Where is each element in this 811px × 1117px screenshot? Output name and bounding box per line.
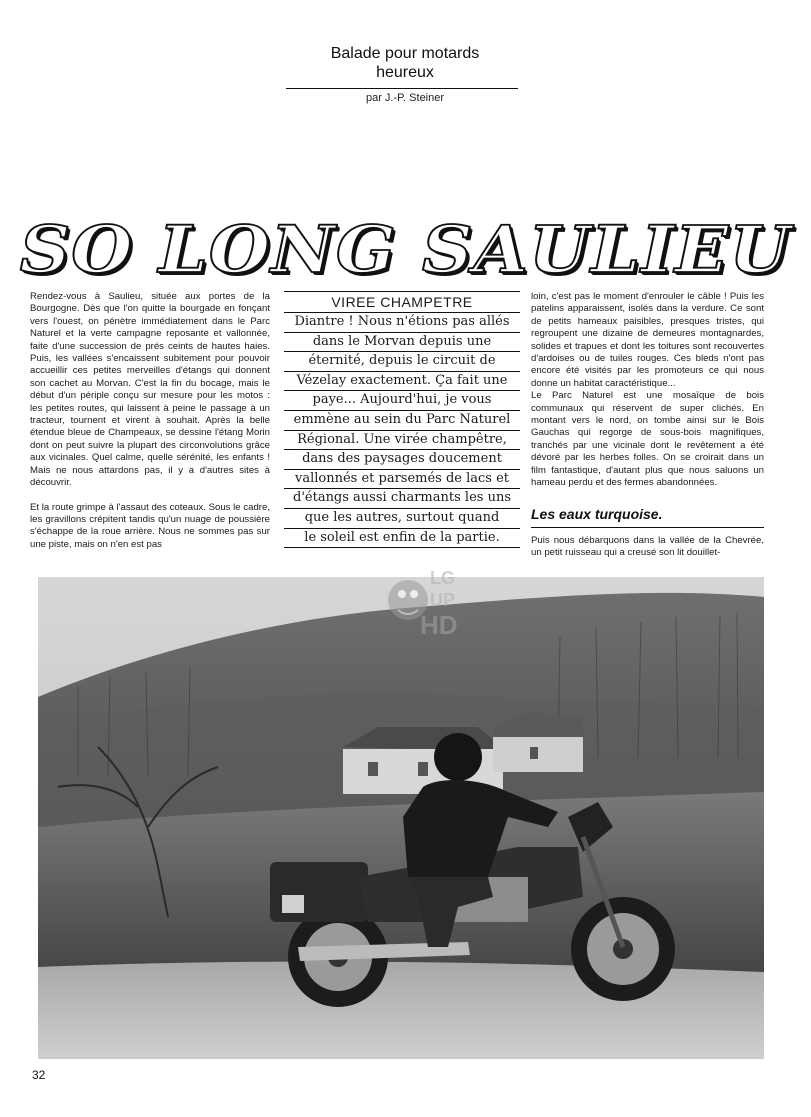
pull-quote-line: dans des paysages doucement (284, 450, 520, 470)
pull-quote (284, 291, 520, 548)
subheading: Les eaux turquoise. (531, 506, 663, 522)
pull-quote-line: Diantre ! Nous n'étions pas allés (284, 313, 520, 333)
pull-quote-line: vallonnés et parsemés de lacs et (284, 470, 520, 490)
watermark-text-2: UP (430, 590, 456, 610)
helmet (434, 733, 482, 781)
pull-quote-line: paye... Aujourd'hui, je vous (284, 391, 520, 411)
left-paragraph-1: Rendez-vous à Saulieu, située aux portes de la Bourgogne. Dès que l'on quitte la bourgade en fonçant vers l'ouest, on pénètre immédiatement dans le Parc Naturel et la verte campagne reposante et vallonnée, faite d'une succession de prés ceints de hautes haies. Puis, les vallées s'encaissent subitement pour pouvoir accueillir ces petites merveilles d'étangs qui donnent son cachet au Morvan. C'est la fin du bocage, mais le début d'un périple conçu sur mesure pour les motos : les petites routes, qui laissent à peine le passage à un tracteur, tournent et virent à souhait. Après la belle étendue bleue de Champeaux, se dessine l'étang Morin dont on peut suivre la plupart des circonvolutions grâce aux vicinales. Quel calme, quelle sérénité, les enfants ! Mais ne nous attardons pas, il y a d'autres sites à découvrir. (30, 291, 270, 489)
page-number: 32 (32, 1068, 46, 1082)
watermark-face-icon (386, 560, 476, 640)
right-paragraph-1: loin, c'est pas le moment d'enrouler le câble ! Puis les patelins apparaissent, isolés dans la verdure. Ce sont de petits hameaux paisibles, presques tristes, qui regroupent une dizaine de demeures montagnardes, solides et trapues et dont les toitures sont recouvertes d'ardoises ou de tuiles rouges. Ces bleds n'ont pas encore été visités par les promoteurs ce qui nous donne un habitat caractéristique... (531, 291, 764, 389)
kicker-line-1: Balade pour motards (330, 45, 480, 62)
right-paragraph-3: Puis nous débarquons dans la vallée de la Chevrée, un petit ruisseau qui a creusé son lit douillet- (531, 535, 764, 559)
watermark-text-1: LG (430, 568, 455, 588)
right-column-continued (531, 535, 764, 572)
article-kicker (280, 44, 530, 82)
pull-quote-line: Régional. Une virée champêtre, (284, 431, 520, 451)
pull-quote-line: dans le Morvan depuis une (284, 333, 520, 353)
subheading-block (531, 505, 764, 528)
watermark-logo (386, 560, 476, 640)
pull-quote-line: éternité, depuis le circuit de (284, 352, 520, 372)
motorcycle-photo (38, 577, 764, 1059)
headline: SO LONG SAULIEU (19, 211, 792, 288)
right-column (531, 291, 764, 502)
right-paragraph-2: Le Parc Naturel est une mosaïque de bois communaux qui réservent de super clichés. En montant vers le nord, on tombe ainsi sur le Bois Gauchas qui regorge de sous-bois magnifiques, tranchés par une vicinale dont le revêtement a été dévoré par les herbes folles. On se croirait dans un film fantastique, d'autant plus que nous saluons un hameau perdu et des fermes abandonnées. (531, 390, 764, 489)
photo-illustration (38, 577, 764, 1059)
pull-quote-line: le soleil est enfin de la partie. (284, 529, 520, 549)
left-column (30, 291, 270, 563)
subheading-rule (531, 527, 764, 528)
left-paragraph-2: Et la route grimpe à l'assaut des coteaux. Sous le cadre, les gravillons crépitent tandis qu'un nuage de poussière s'échappe de la roue arrière. Nous ne sommes pas sur une piste, mais on n'en est pas (30, 501, 270, 550)
watermark-text-3: HD (420, 610, 458, 640)
pull-quote-title: VIREE CHAMPETRE (284, 291, 520, 313)
kicker-divider (286, 88, 518, 89)
kicker-line-2: heureux (376, 64, 434, 81)
pull-quote-line: d'étangs aussi charmants les uns (284, 489, 520, 509)
pull-quote-line: emmène au sein du Parc Naturel (284, 411, 520, 431)
pull-quote-line: que les autres, surtout quand (284, 509, 520, 529)
byline: par J.-P. Steiner (365, 92, 445, 104)
pull-quote-line: Vézelay exactement. Ça fait une (284, 372, 520, 392)
